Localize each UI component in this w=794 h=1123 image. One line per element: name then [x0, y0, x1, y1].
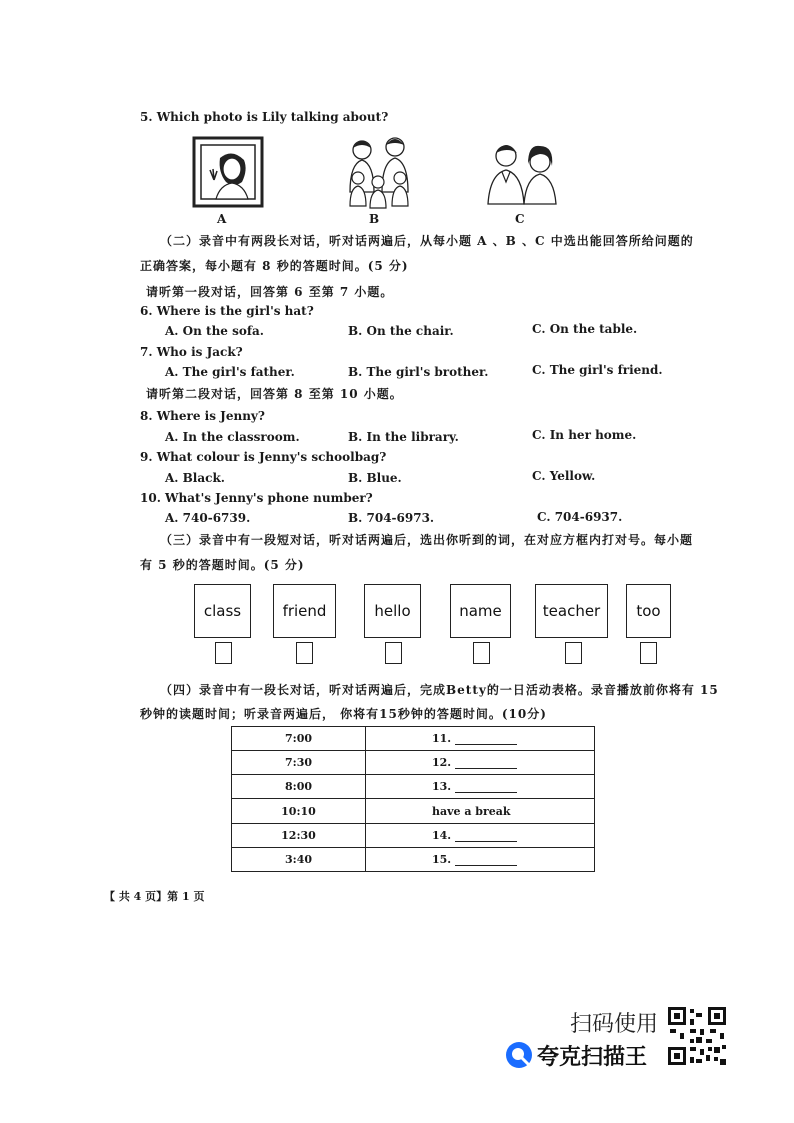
photo-c-label: C	[515, 212, 525, 226]
q9-option-b: B. Blue.	[348, 471, 402, 485]
item-number: 11.	[432, 732, 452, 746]
q9-option-c: C. Yellow.	[532, 469, 596, 483]
scanner-brand: 夸克扫描王	[537, 1045, 648, 1070]
table-row	[232, 799, 595, 823]
section4-intro-line2: 秒钟的读题时间；听录音两遍后， 你将有15秒钟的答题时间。(10分)	[140, 707, 547, 721]
question-6: 6. Where is the girl's hat?	[140, 304, 314, 318]
q10-option-b: B. 704-6973.	[348, 511, 435, 525]
item-number: 14.	[432, 828, 452, 842]
quark-logo-icon	[505, 1041, 533, 1069]
answer-blank-11[interactable]	[455, 733, 517, 745]
table-row	[232, 751, 595, 775]
activity-cell	[366, 847, 595, 871]
checkbox-too[interactable]	[640, 642, 657, 664]
section2-intro-line2: 正确答案，每小题有 8 秒的答题时间。(5 分)	[140, 259, 409, 273]
question-10: 10. What's Jenny's phone number?	[140, 491, 373, 505]
q7-option-b: B. The girl's brother.	[348, 365, 489, 379]
q6-option-b: B. On the chair.	[348, 324, 454, 338]
q6-option-c: C. On the table.	[532, 322, 638, 336]
time-cell: 8:00	[232, 775, 366, 799]
photo-b-family	[340, 134, 418, 210]
section2-intro-line1: （二）录音中有两段长对话，听对话两遍后，从每小题 A 、B 、C 中选出能回答所给问题的	[160, 234, 694, 248]
dialogue2-instruction: 请听第二段对话，回答第 8 至第 10 小题。	[146, 387, 403, 401]
q7-option-c: C. The girl's friend.	[532, 363, 663, 377]
word-card-teacher: teacher	[535, 584, 608, 638]
checkbox-friend[interactable]	[296, 642, 313, 664]
table-row	[232, 847, 595, 871]
item-number: 15.	[432, 852, 452, 866]
word-card-name: name	[450, 584, 511, 638]
q8-option-c: C. In her home.	[532, 428, 637, 442]
time-cell: 3:40	[232, 847, 366, 871]
table-row	[232, 823, 595, 847]
activity-cell	[366, 751, 595, 775]
checkbox-hello[interactable]	[385, 642, 402, 664]
section3-intro-line2: 有 5 秒的答题时间。(5 分)	[140, 558, 305, 572]
word-card-too: too	[626, 584, 671, 638]
page-footer: 【 共 4 页】第 1 页	[104, 890, 205, 903]
photo-b-label: B	[369, 212, 380, 226]
word-card-hello: hello	[364, 584, 421, 638]
table-row	[232, 727, 595, 751]
photo-a-framed-girl	[192, 136, 264, 208]
item-number: 13.	[432, 780, 452, 794]
activity-cell	[366, 775, 595, 799]
word-card-friend: friend	[273, 584, 336, 638]
answer-blank-12[interactable]	[455, 757, 517, 769]
activity-cell: have a break	[366, 799, 595, 823]
time-cell: 10:10	[232, 799, 366, 823]
table-row	[232, 775, 595, 799]
answer-blank-13[interactable]	[455, 781, 517, 793]
time-cell: 7:30	[232, 751, 366, 775]
q8-option-b: B. In the library.	[348, 430, 459, 444]
section4-intro-line1: （四）录音中有一段长对话，听对话两遍后，完成Betty的一日活动表格。录音播放前你将有 15	[160, 683, 719, 697]
photo-a-label: A	[217, 212, 227, 226]
time-cell: 12:30	[232, 823, 366, 847]
activity-cell	[366, 727, 595, 751]
question-7: 7. Who is Jack?	[140, 345, 243, 359]
q8-option-a: A. In the classroom.	[165, 430, 300, 444]
q10-option-a: A. 740-6739.	[165, 511, 251, 525]
item-number: 12.	[432, 756, 452, 770]
word-card-class: class	[194, 584, 251, 638]
activity-cell	[366, 823, 595, 847]
qr-code-icon[interactable]	[666, 1005, 728, 1067]
schedule-table	[231, 726, 595, 872]
q7-option-a: A. The girl's father.	[165, 365, 295, 379]
checkbox-class[interactable]	[215, 642, 232, 664]
q6-option-a: A. On the sofa.	[165, 324, 264, 338]
question-5: 5. Which photo is Lily talking about?	[140, 110, 389, 124]
checkbox-teacher[interactable]	[565, 642, 582, 664]
dialogue1-instruction: 请听第一段对话，回答第 6 至第 7 小题。	[146, 285, 394, 299]
answer-blank-14[interactable]	[455, 830, 517, 842]
answer-blank-15[interactable]	[455, 854, 517, 866]
photo-c-couple	[484, 138, 560, 206]
q9-option-a: A. Black.	[165, 471, 225, 485]
time-cell: 7:00	[232, 727, 366, 751]
q10-option-c: C. 704-6937.	[537, 510, 623, 524]
question-8: 8. Where is Jenny?	[140, 409, 265, 423]
scan-prompt: 扫码使用	[570, 1012, 659, 1037]
section3-intro-line1: （三）录音中有一段短对话，听对话两遍后，选出你听到的词，在对应方框内打对号。每小题	[160, 533, 694, 547]
question-9: 9. What colour is Jenny's schoolbag?	[140, 450, 387, 464]
checkbox-name[interactable]	[473, 642, 490, 664]
